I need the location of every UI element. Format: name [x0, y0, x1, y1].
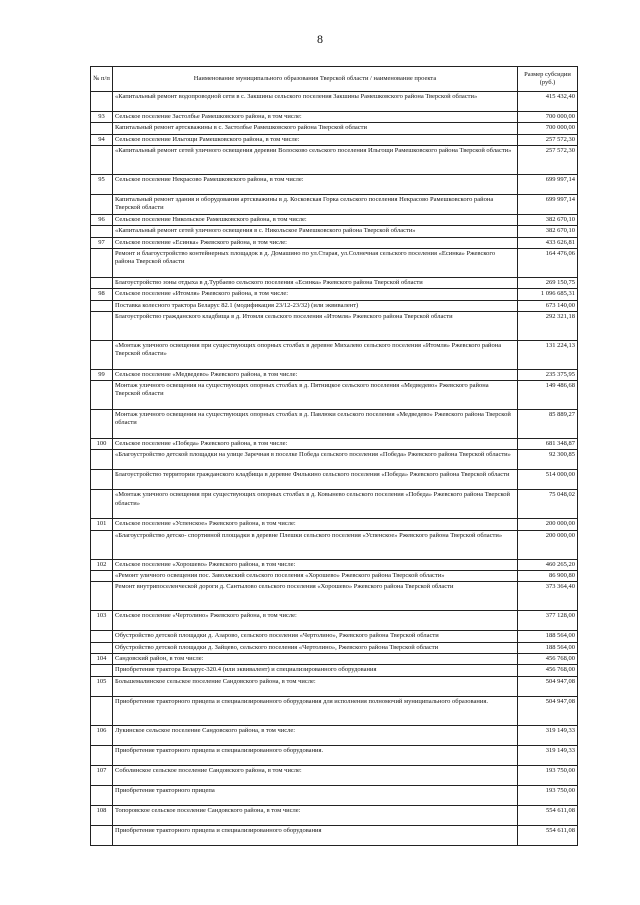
row-name: «Благоустройство детско- спортивной площадки в деревне Плешки сельского поселения «Успенское» Ржевского района Тверской области»: [113, 530, 518, 559]
row-name: «Капитальный ремонт водопроводной сети в с. Закшины сельского поселения Закшины Рамешковского района Тверской области»: [113, 92, 518, 112]
page-number: 8: [317, 32, 323, 46]
row-name: Капитальный ремонт артскважины в с. Застолбье Рамешковского района Тверской области: [113, 123, 518, 134]
table-row: [91, 381, 578, 410]
row-name: Сельское поселение «Хорошево» Ржевского района, в том числе:: [113, 559, 518, 570]
row-number: [91, 665, 113, 676]
row-number: [91, 582, 113, 611]
row-name: Обустройство детской площадки д. Зайцево, сельского поселения «Чертолино», Ржевского района Тверской области: [113, 642, 518, 653]
row-number: [91, 631, 113, 642]
row-amount: 319 149,33: [518, 745, 578, 765]
row-amount: 681 348,87: [518, 439, 578, 450]
table-row: [91, 642, 578, 653]
row-number: [91, 470, 113, 490]
table-row: [91, 676, 578, 696]
row-number: 103: [91, 611, 113, 631]
row-number: [91, 825, 113, 845]
table-row: [91, 470, 578, 490]
row-amount: 75 048,02: [518, 490, 578, 519]
row-amount: 149 486,68: [518, 381, 578, 410]
header-name: Наименование муниципального образования Тверской области / наименование проекта: [113, 67, 518, 92]
row-name: Сельское поселение «Есинка» Ржевского района, в том числе:: [113, 237, 518, 248]
row-name: Сельское поселение «Успенское» Ржевского района, в том числе:: [113, 519, 518, 530]
row-name: Сандовский район, в том числе:: [113, 654, 518, 665]
row-amount: 514 000,00: [518, 470, 578, 490]
row-amount: 257 572,30: [518, 145, 578, 174]
table-row: [91, 765, 578, 785]
row-name: Благоустройство гражданского кладбища в д. Итомля сельского поселения «Итомля» Ржевского района Тверской области: [113, 311, 518, 340]
row-number: [91, 226, 113, 237]
table-row: [91, 490, 578, 519]
table-row: [91, 631, 578, 642]
row-name: Приобретение тракторного прицепа и специализированного оборудования.: [113, 745, 518, 765]
table-body: [91, 92, 578, 846]
row-number: [91, 450, 113, 470]
row-name: Обустройство детской площадки д. Азарово, сельского поселения «Чертолино», Ржевского района Тверской области: [113, 631, 518, 642]
row-number: 100: [91, 439, 113, 450]
table-row: [91, 369, 578, 380]
row-name: Сельское поселение «Медведево» Ржевского района, в том числе:: [113, 369, 518, 380]
row-amount: 460 265,20: [518, 559, 578, 570]
table-row: [91, 410, 578, 439]
row-amount: 164 476,06: [518, 248, 578, 277]
table-row: [91, 825, 578, 845]
table-row: [91, 450, 578, 470]
row-number: [91, 696, 113, 725]
row-amount: 131 224,13: [518, 340, 578, 369]
table-row: [91, 289, 578, 300]
row-name: Сельское поселение «Итомля» Ржевского района, в том числе:: [113, 289, 518, 300]
row-name: «Ремонт уличного освещения пос. Заволжский сельского поселения «Хорошево» Ржевского района Тверской области»: [113, 571, 518, 582]
row-number: [91, 340, 113, 369]
row-name: Сельское поселение Никольское Рамешковского района, в том числе:: [113, 214, 518, 225]
row-name: Ремонт и благоустройство контейнерных площадок в д. Домашино по ул.Старая, ул.Солнечная сельского поселения «Есинка» Ржевского района Тверской области: [113, 248, 518, 277]
table-row: [91, 92, 578, 112]
row-number: [91, 277, 113, 288]
table-row: [91, 214, 578, 225]
table-row: [91, 530, 578, 559]
row-amount: 188 564,00: [518, 642, 578, 653]
row-amount: 257 572,30: [518, 134, 578, 145]
row-name: «Монтаж уличного освещения при существующих опорных столбах в д. Ковынево сельского поселения «Победа» Ржевского района Тверской области»: [113, 490, 518, 519]
table-row: [91, 226, 578, 237]
table-row: [91, 340, 578, 369]
table-row: [91, 654, 578, 665]
row-name: «Капитальный ремонт сетей уличного освещения в с. Никольское Рамешковского района Тверской области»: [113, 226, 518, 237]
table-row: [91, 174, 578, 194]
row-name: Соболинское сельское поселение Сандовского района, в том числе:: [113, 765, 518, 785]
row-name: Топоровское сельское поселение Сандовского района, в том числе:: [113, 805, 518, 825]
row-number: 93: [91, 112, 113, 123]
table-row: [91, 571, 578, 582]
row-amount: 373 364,40: [518, 582, 578, 611]
row-number: [91, 311, 113, 340]
row-amount: 456 768,00: [518, 665, 578, 676]
table-row: [91, 300, 578, 311]
table-row: [91, 123, 578, 134]
row-number: 96: [91, 214, 113, 225]
row-number: 108: [91, 805, 113, 825]
row-name: Сельское поселение Застолбье Рамешковского района, в том числе:: [113, 112, 518, 123]
row-amount: 504 947,08: [518, 696, 578, 725]
row-amount: 200 000,00: [518, 519, 578, 530]
row-number: 97: [91, 237, 113, 248]
row-number: [91, 145, 113, 174]
table-row: [91, 112, 578, 123]
row-amount: 319 149,33: [518, 725, 578, 745]
header-amount: Размер субсидии (руб.): [518, 67, 578, 92]
table-row: [91, 311, 578, 340]
row-name: «Благоустройство детской площадки на улице Заречная в поселке Победа сельского поселения «Победа» Ржевского района Тверской области»: [113, 450, 518, 470]
row-number: 99: [91, 369, 113, 380]
row-name: Поставка колесного трактора Беларус 82.1 (модификация 23/12-23/32) (или эквивалент): [113, 300, 518, 311]
table-row: [91, 805, 578, 825]
row-number: [91, 571, 113, 582]
row-amount: 554 611,08: [518, 825, 578, 845]
row-number: [91, 530, 113, 559]
row-number: [91, 300, 113, 311]
row-amount: 699 997,14: [518, 174, 578, 194]
row-number: [91, 490, 113, 519]
row-amount: 700 000,00: [518, 123, 578, 134]
row-number: 104: [91, 654, 113, 665]
row-amount: 382 670,10: [518, 226, 578, 237]
table-row: [91, 145, 578, 174]
row-amount: 554 611,08: [518, 805, 578, 825]
row-name: Капитальный ремонт здания и оборудования артскважины в д. Косковская Горка сельского поселения Некрасово Рамешковского района Тверской области: [113, 194, 518, 214]
row-number: [91, 785, 113, 805]
row-amount: 92 300,85: [518, 450, 578, 470]
row-amount: 1 096 685,31: [518, 289, 578, 300]
table-row: [91, 134, 578, 145]
row-name: Ремонт внутрипоселенческой дороги д. Сантылово сельского поселения «Хорошево» Ржевского района Тверской области: [113, 582, 518, 611]
row-number: 107: [91, 765, 113, 785]
row-name: Сельское поселение Некрасово Рамешковского района, в том числе:: [113, 174, 518, 194]
row-amount: 86 900,80: [518, 571, 578, 582]
row-amount: 700 000,00: [518, 112, 578, 123]
row-number: [91, 642, 113, 653]
row-number: 102: [91, 559, 113, 570]
row-number: 95: [91, 174, 113, 194]
table-row: [91, 696, 578, 725]
row-amount: 456 768,00: [518, 654, 578, 665]
header-number: № п/п: [91, 67, 113, 92]
subsidy-table: [90, 66, 578, 846]
table-header-row: [91, 67, 578, 92]
row-amount: 193 750,00: [518, 785, 578, 805]
row-number: [91, 410, 113, 439]
row-name: Сельское поселение «Победа» Ржевского района, в том числе:: [113, 439, 518, 450]
row-name: «Капитальный ремонт сетей уличного освещения деревни Волосково сельского поселения Ильгощи Рамешковского района Тверской области»: [113, 145, 518, 174]
row-amount: 377 128,00: [518, 611, 578, 631]
row-amount: 235 375,95: [518, 369, 578, 380]
row-amount: 504 947,08: [518, 676, 578, 696]
table-row: [91, 277, 578, 288]
row-amount: 193 750,00: [518, 765, 578, 785]
table-row: [91, 582, 578, 611]
row-name: Приобретение тракторного прицепа и специализированного оборудования: [113, 825, 518, 845]
row-amount: 382 670,10: [518, 214, 578, 225]
row-number: 101: [91, 519, 113, 530]
row-amount: 188 564,00: [518, 631, 578, 642]
row-name: Благоустройство территории гражданского кладбища в деревне Филькино сельского поселения «Победа» Ржевского района Тверской области: [113, 470, 518, 490]
row-name: Сельское поселение Ильгощи Рамешковского района, в том числе:: [113, 134, 518, 145]
row-amount: 85 889,27: [518, 410, 578, 439]
row-name: Монтаж уличного освещения на существующих опорных столбах в д. Пятницкое сельского поселения «Медведево» Ржевского района Тверской области: [113, 381, 518, 410]
table-row: [91, 785, 578, 805]
row-amount: 433 626,81: [518, 237, 578, 248]
row-amount: 269 150,75: [518, 277, 578, 288]
table-row: [91, 745, 578, 765]
row-number: 106: [91, 725, 113, 745]
row-name: «Монтаж уличного освещения при существующих опорных столбах в деревне Михалево сельского поселения «Итомля» Ржевского района Тверской области»: [113, 340, 518, 369]
row-number: [91, 248, 113, 277]
row-number: [91, 194, 113, 214]
row-amount: 673 140,00: [518, 300, 578, 311]
row-name: Приобретение трактора Беларус-320.4 (или эквивалент) и специализированного оборудования: [113, 665, 518, 676]
table-row: [91, 559, 578, 570]
table-row: [91, 519, 578, 530]
row-name: Сельское поселение «Чертолино» Ржевского района, в том числе:: [113, 611, 518, 631]
row-number: [91, 123, 113, 134]
row-number: [91, 381, 113, 410]
row-number: [91, 745, 113, 765]
table-row: [91, 725, 578, 745]
row-name: Лукинское сельское поселение Сандовского района, в том числе:: [113, 725, 518, 745]
row-name: Большемалинское сельское поселение Сандовского района, в том числе:: [113, 676, 518, 696]
row-amount: 200 000,00: [518, 530, 578, 559]
row-amount: 292 321,18: [518, 311, 578, 340]
table-row: [91, 611, 578, 631]
row-number: 94: [91, 134, 113, 145]
table-row: [91, 248, 578, 277]
table-row: [91, 237, 578, 248]
row-name: Благоустройство зоны отдыха в д.Турбаево сельского поселения «Есинка» Ржевского района Тверской области: [113, 277, 518, 288]
row-name: Приобретение тракторного прицепа: [113, 785, 518, 805]
row-name: Монтаж уличного освещения на существующих опорных столбах в д. Павлюки сельского поселения «Медведево» Ржевского района Тверской области: [113, 410, 518, 439]
row-amount: 415 432,40: [518, 92, 578, 112]
table-row: [91, 194, 578, 214]
table-row: [91, 439, 578, 450]
row-number: 98: [91, 289, 113, 300]
row-number: [91, 92, 113, 112]
row-amount: 699 997,14: [518, 194, 578, 214]
table-row: [91, 665, 578, 676]
row-number: 105: [91, 676, 113, 696]
row-name: Приобретение тракторного прицепа и специализированного оборудования для исполнения полномочий муниципального образования.: [113, 696, 518, 725]
